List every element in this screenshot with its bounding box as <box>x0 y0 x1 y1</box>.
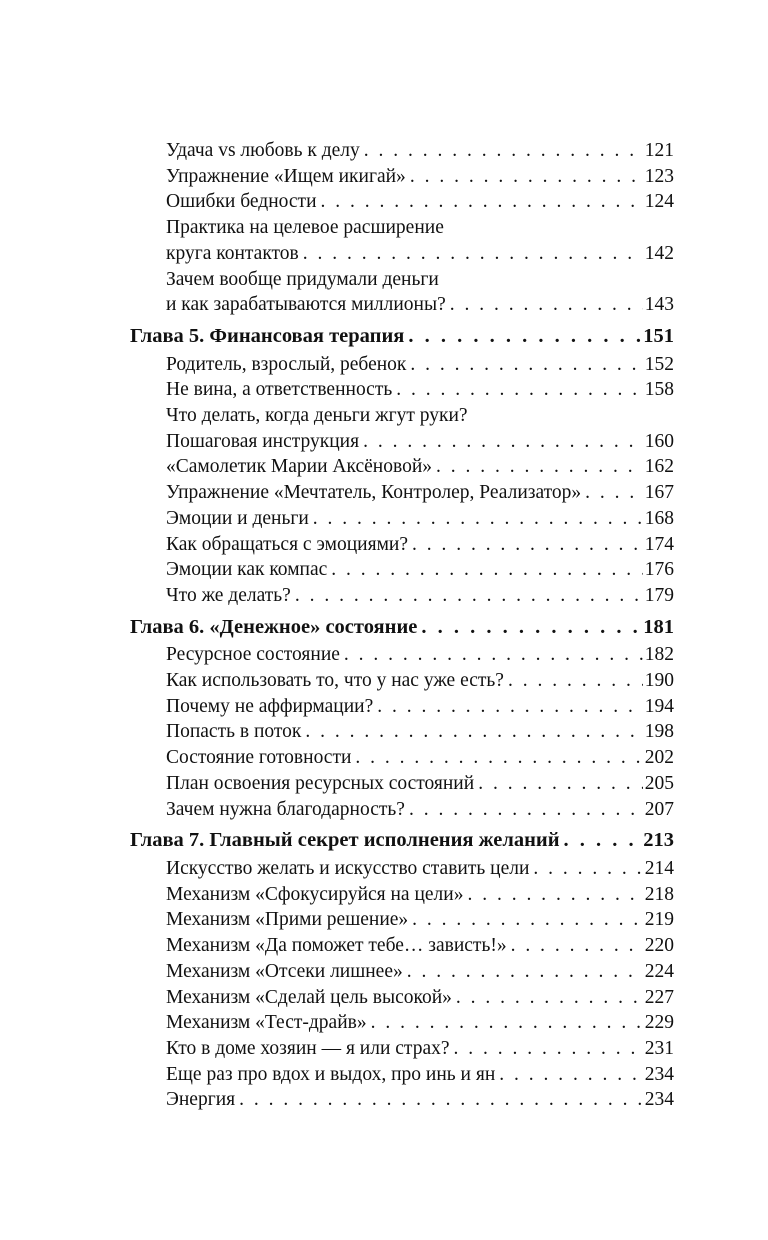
toc-entry-title: Механизм «Тест-драйв» <box>166 1012 367 1034</box>
toc-page-number: 194 <box>644 695 674 717</box>
toc-entry-title: Упражнение «Мечтатель, Контролер, Реализатор» <box>166 482 582 504</box>
toc-entry[interactable] <box>130 959 674 985</box>
toc-page-number: 207 <box>644 798 674 820</box>
toc-page-number: 224 <box>644 960 674 982</box>
toc-entry[interactable] <box>130 352 674 378</box>
toc-entry[interactable] <box>130 292 674 318</box>
toc-entry-title: Ошибки бедности <box>166 191 317 213</box>
toc-entry-title: Что же делать? <box>166 584 291 606</box>
dot-leader <box>409 797 643 823</box>
toc-page-number: 218 <box>644 883 674 905</box>
toc-page-number: 158 <box>644 379 674 401</box>
dot-leader <box>499 1062 642 1088</box>
toc-entry[interactable] <box>130 694 674 720</box>
toc-page-number: 124 <box>644 191 674 213</box>
toc-page-number: 219 <box>644 909 674 931</box>
toc-entry-title: Механизм «Прими решение» <box>166 909 409 931</box>
toc-page-number: 176 <box>644 559 674 581</box>
toc-chapter[interactable] <box>130 615 674 641</box>
toc-entry[interactable] <box>130 429 674 455</box>
toc-page-number: 142 <box>644 242 674 264</box>
toc-entry-title: Механизм «Да поможет тебе… зависть!» <box>166 935 507 957</box>
toc-entry[interactable] <box>130 933 674 959</box>
dot-leader <box>508 668 643 694</box>
dot-leader <box>321 189 643 215</box>
toc-entry-title: Не вина, а ответственность <box>166 379 393 401</box>
toc-entry[interactable] <box>130 1010 674 1036</box>
toc-entry[interactable] <box>130 583 674 609</box>
dot-leader <box>239 1087 643 1113</box>
toc-entry[interactable] <box>130 882 674 908</box>
toc-page-number: 152 <box>644 353 674 375</box>
toc-entry[interactable] <box>130 668 674 694</box>
dot-leader <box>331 557 642 583</box>
toc-entry[interactable] <box>130 241 674 267</box>
dot-leader <box>303 241 643 267</box>
toc-entry-title: и как зарабатываются миллионы? <box>166 294 446 316</box>
toc-entry[interactable] <box>130 480 674 506</box>
toc-page-number: 198 <box>644 721 674 743</box>
toc-entry-title: Искусство желать и искусство ставить цели <box>166 857 530 879</box>
dot-leader <box>478 771 643 797</box>
toc-page-number: 229 <box>644 1012 674 1034</box>
toc-entry[interactable] <box>130 985 674 1011</box>
dot-leader <box>305 719 642 745</box>
toc-entry[interactable] <box>130 907 674 933</box>
toc-entry-title: Еще раз про вдох и выдох, про инь и ян <box>166 1063 496 1085</box>
dot-leader <box>355 745 642 771</box>
toc-entry[interactable] <box>130 164 674 190</box>
toc-page-number: 205 <box>644 772 674 794</box>
toc-entry-title: Глава 7. Главный секрет исполнения желаний <box>130 829 560 852</box>
dot-leader <box>396 377 643 403</box>
dot-leader <box>421 615 641 641</box>
toc-page-number: 227 <box>644 986 674 1008</box>
toc-page-number: 231 <box>644 1037 674 1059</box>
dot-leader <box>410 164 643 190</box>
toc-entry[interactable] <box>130 506 674 532</box>
toc-entry-title: Энергия <box>166 1089 236 1111</box>
dot-leader <box>585 480 643 506</box>
toc-chapter[interactable] <box>130 324 674 350</box>
toc-entry[interactable] <box>130 454 674 480</box>
dot-leader <box>295 583 643 609</box>
dot-leader <box>408 324 641 350</box>
toc-entry-title: Пошаговая инструкция <box>166 430 360 452</box>
toc-entry-title: Глава 5. Финансовая терапия <box>130 324 405 347</box>
toc-entry-title: Ресурсное состояние <box>166 644 340 666</box>
toc-entry-title: Эмоции как компас <box>166 559 328 581</box>
toc-entry[interactable] <box>130 797 674 823</box>
toc-page-number: 190 <box>644 670 674 692</box>
toc-page-number: 121 <box>644 140 674 161</box>
toc-page-number: 234 <box>644 1063 674 1085</box>
dot-leader <box>371 1010 643 1036</box>
table-of-contents <box>130 138 674 1113</box>
toc-entry[interactable] <box>130 189 674 215</box>
toc-entry-title: Состояние готовности <box>166 747 352 769</box>
toc-page-number: 151 <box>643 324 674 347</box>
toc-page-number: 182 <box>644 644 674 666</box>
toc-entry[interactable] <box>130 138 674 164</box>
toc-entry[interactable] <box>130 557 674 583</box>
toc-entry-title-first-line: Практика на целевое расширение <box>166 217 444 239</box>
toc-page-number: 123 <box>644 165 674 187</box>
toc-page-number: 214 <box>644 857 674 879</box>
dot-leader <box>511 933 643 959</box>
toc-entry-title: Упражнение «Ищем икигай» <box>166 165 406 187</box>
dot-leader <box>407 959 643 985</box>
toc-page-number: 162 <box>644 456 674 478</box>
toc-entry-title-first-line: Что делать, когда деньги жгут руки? <box>166 405 468 427</box>
toc-entry-title: Попасть в поток <box>166 721 302 743</box>
toc-page-number: 181 <box>643 615 674 638</box>
toc-chapter[interactable] <box>130 828 674 854</box>
toc-entry[interactable] <box>130 1062 674 1088</box>
dot-leader <box>456 985 643 1011</box>
toc-entry-title: Удача vs любовь к делу <box>166 140 360 161</box>
toc-entry-title: Механизм «Отсеки лишнее» <box>166 960 403 982</box>
dot-leader <box>467 882 642 908</box>
toc-entry-title: Эмоции и деньги <box>166 507 309 529</box>
toc-entry-title: «Самолетик Марии Аксёновой» <box>166 456 433 478</box>
dot-leader <box>412 907 643 933</box>
toc-entry-title: Как обращаться с эмоциями? <box>166 533 408 555</box>
toc-entry[interactable] <box>130 771 674 797</box>
dot-leader <box>313 506 643 532</box>
toc-entry[interactable] <box>130 856 674 882</box>
toc-entry-title: Зачем нужна благодарность? <box>166 798 405 820</box>
toc-page-number: 202 <box>644 747 674 769</box>
toc-entry-title: План освоения ресурсных состояний <box>166 772 475 794</box>
toc-page-number: 234 <box>644 1089 674 1111</box>
dot-leader <box>450 292 643 318</box>
toc-entry-title-first-line: Зачем вообще придумали деньги <box>166 268 439 290</box>
toc-entry-title: Механизм «Сделай цель высокой» <box>166 986 452 1008</box>
toc-page-number: 174 <box>644 533 674 555</box>
dot-leader <box>454 1036 643 1062</box>
dot-leader <box>364 138 643 164</box>
dot-leader <box>363 429 643 455</box>
toc-page-number: 168 <box>644 507 674 529</box>
toc-entry[interactable] <box>130 1087 674 1113</box>
toc-entry[interactable] <box>130 719 674 745</box>
toc-page-number: 167 <box>644 482 674 504</box>
toc-entry-title: Почему не аффирмации? <box>166 695 374 717</box>
toc-entry-title: Глава 6. «Денежное» состояние <box>130 615 418 638</box>
toc-page-number: 160 <box>644 430 674 452</box>
toc-entry[interactable] <box>130 1036 674 1062</box>
dot-leader <box>412 532 643 558</box>
dot-leader <box>436 454 643 480</box>
dot-leader <box>410 352 642 378</box>
dot-leader <box>564 828 642 854</box>
toc-entry[interactable] <box>130 532 674 558</box>
dot-leader <box>533 856 642 882</box>
toc-page-number: 179 <box>644 584 674 606</box>
toc-entry-title: Родитель, взрослый, ребенок <box>166 353 407 375</box>
toc-entry-title: Механизм «Сфокусируйся на цели» <box>166 883 464 905</box>
toc-page-number: 220 <box>644 935 674 957</box>
toc-entry-title: Кто в доме хозяин — я или страх? <box>166 1037 450 1059</box>
toc-entry[interactable] <box>130 745 674 771</box>
toc-entry[interactable] <box>130 377 674 403</box>
toc-page-number: 213 <box>643 829 674 852</box>
toc-page-number: 143 <box>644 294 674 316</box>
dot-leader <box>344 642 643 668</box>
toc-entry-title: Как использовать то, что у нас уже есть? <box>166 670 504 692</box>
toc-entry-title: круга контактов <box>166 242 299 264</box>
toc-entry[interactable] <box>130 642 674 668</box>
dot-leader <box>377 694 643 720</box>
